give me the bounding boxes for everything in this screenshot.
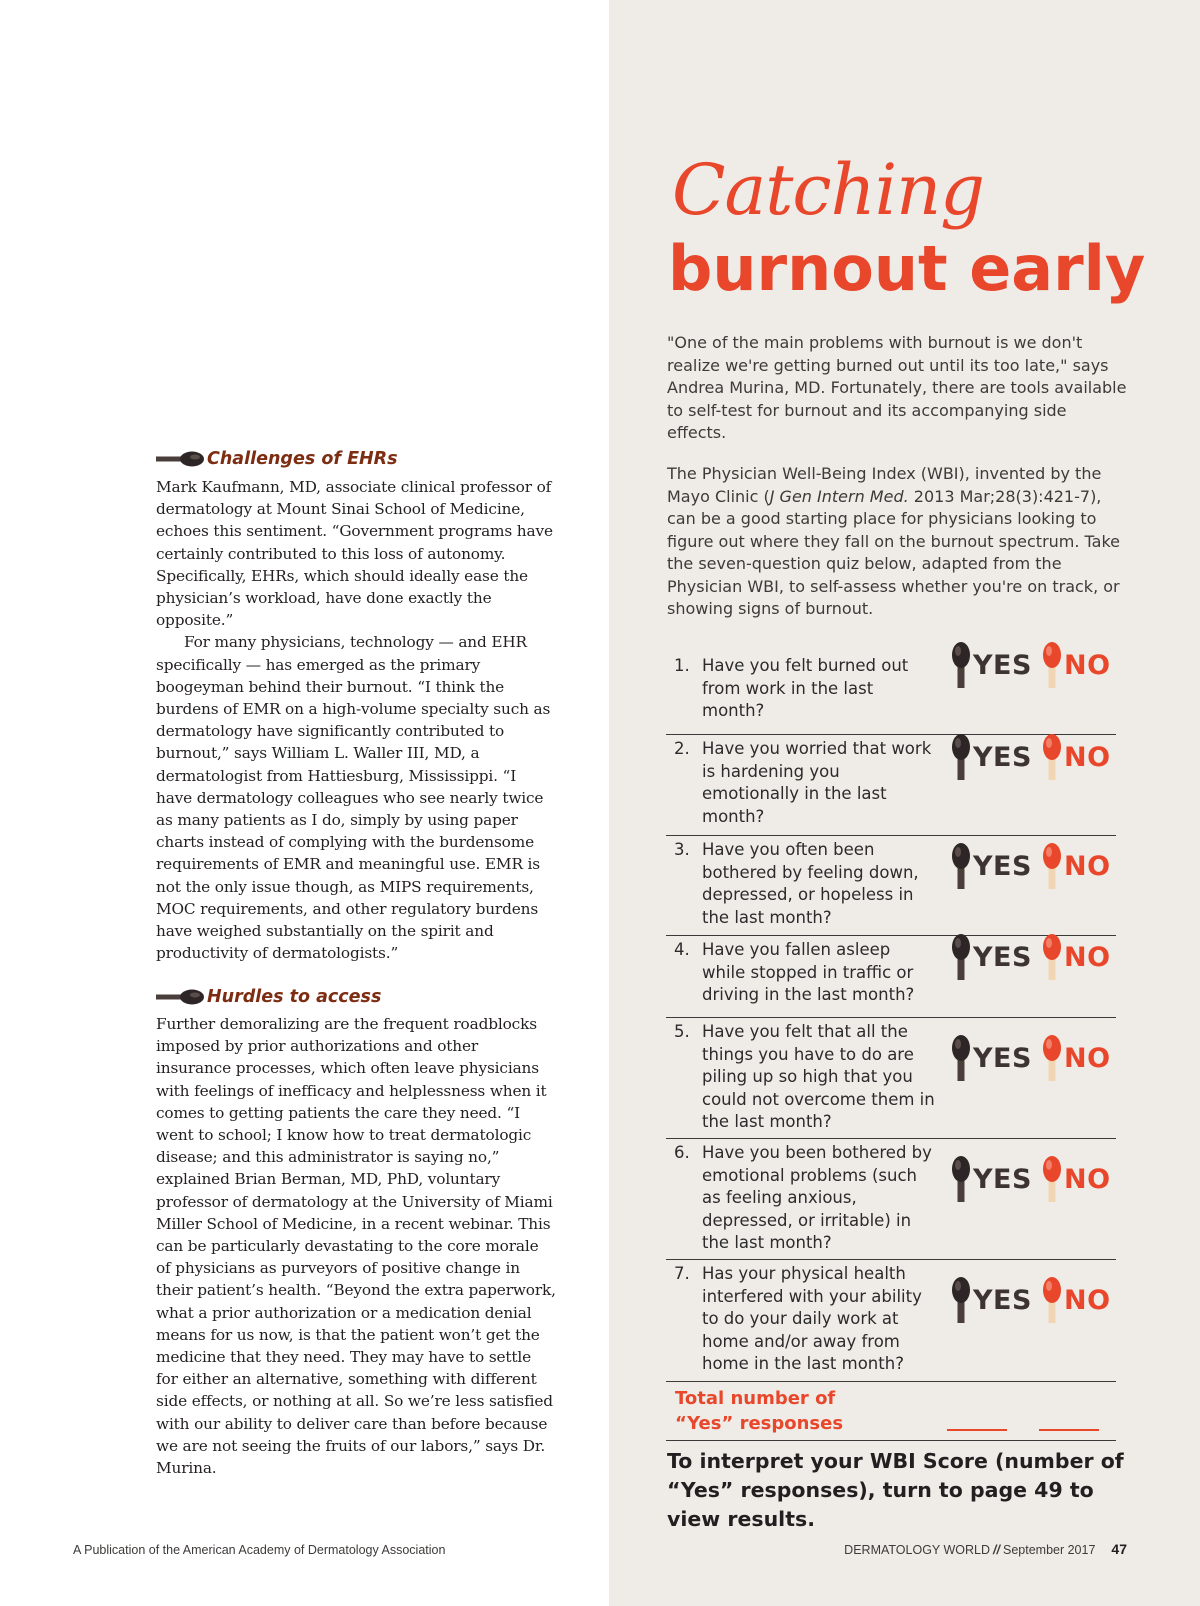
no-label: NO <box>1064 850 1111 882</box>
unlit-match-icon <box>1042 842 1062 890</box>
quiz-question-6 <box>666 1139 1116 1260</box>
hurdles-body <box>156 1013 556 1479</box>
page-number: 47 <box>1111 1541 1127 1557</box>
interpret-instructions: To interpret your WBI Score (number of “Yes” responses), turn to page 49 to view results. <box>667 1449 1124 1531</box>
yes-option[interactable] <box>951 1155 1032 1203</box>
question-number: 5. <box>674 1022 690 1041</box>
question-text: Have you worried that work is hardening you emotionally in the last month? <box>702 739 932 826</box>
yes-option[interactable] <box>951 842 1032 890</box>
quiz-question-5 <box>666 1018 1116 1139</box>
no-label: NO <box>1064 941 1111 973</box>
question-text: Have you felt that all the things you have to do are piling up so high that you could not overcome them in the last month? <box>702 1022 935 1131</box>
question-number: 3. <box>674 840 690 859</box>
quiz-question-3 <box>666 836 1116 936</box>
no-label: NO <box>1064 1284 1111 1316</box>
no-label: NO <box>1064 741 1111 773</box>
unlit-match-icon <box>1042 1034 1062 1082</box>
yes-option[interactable] <box>951 1276 1032 1324</box>
no-option[interactable] <box>1042 733 1111 781</box>
quiz-question-7 <box>666 1260 1116 1382</box>
footer-separator: // <box>993 1543 1000 1557</box>
footer-masthead <box>844 1541 1127 1557</box>
section-heading-hurdles <box>156 987 381 1007</box>
body-paragraph: For many physicians, technology — and EHR specifically — has emerged as the primary boogeyman behind their burnout. “I think the burdens of EMR on a high-volume specialty such as dermatology have significantly contributed to burnout,” says William L. Waller III, MD, a dermatologist from Hattiesburg, Mississippi. “I have dermatology colleagues who see nearly twice as many patients as I do, simply by using paper charts instead of complying with the burdensome requirements of EMR and meaningful use. EMR is not the only issue though, as MIPS requirements, MOC requirements, and other regulatory burdens have weighed substantially on the spirit and productivity of dermatologists.” <box>156 633 551 963</box>
section-heading-text: Challenges of EHRs <box>207 449 398 469</box>
quiz-question-4 <box>666 936 1116 1018</box>
title-burnout-early: burnout early <box>668 232 1146 305</box>
unlit-match-icon <box>1042 641 1062 689</box>
question-text: Have you felt burned out from work in the last month? <box>702 656 909 720</box>
burnt-match-icon <box>951 933 971 981</box>
total-label-line-2: “Yes” responses <box>675 1413 844 1434</box>
quiz-question-1 <box>666 649 1116 735</box>
no-label: NO <box>1064 1042 1111 1074</box>
yes-label: YES <box>973 1163 1032 1195</box>
no-total-blank[interactable] <box>1039 1429 1099 1431</box>
question-number: 7. <box>674 1264 690 1283</box>
question-number: 1. <box>674 656 690 675</box>
intro-paragraph-2 <box>667 463 1127 621</box>
burnt-match-icon <box>951 1155 971 1203</box>
burnt-match-icon <box>951 641 971 689</box>
burnout-quiz <box>666 649 1116 1441</box>
unlit-match-icon <box>1042 733 1062 781</box>
question-number: 2. <box>674 739 690 758</box>
no-option[interactable] <box>1042 1155 1111 1203</box>
no-label: NO <box>1064 1163 1111 1195</box>
total-label <box>675 1386 875 1436</box>
yes-label: YES <box>973 1284 1032 1316</box>
burnt-match-bullet-icon <box>156 989 204 1005</box>
yes-label: YES <box>973 941 1032 973</box>
footer-publisher: A Publication of the American Academy of Dermatology Association <box>73 1543 446 1557</box>
section-heading-challenges <box>156 449 398 469</box>
yes-option[interactable] <box>951 933 1032 981</box>
no-option[interactable] <box>1042 933 1111 981</box>
footer-date: September 2017 <box>1002 1543 1096 1557</box>
question-text: Have you fallen asleep while stopped in traffic or driving in the last month? <box>702 940 915 1004</box>
yes-option[interactable] <box>951 641 1032 689</box>
burnt-match-icon <box>951 1034 971 1082</box>
challenges-body <box>156 476 556 964</box>
question-text: Have you been bothered by emotional problems (such as feeling anxious, depressed, or irritable) in the last month? <box>702 1143 932 1252</box>
yes-total-blank[interactable] <box>947 1429 1007 1431</box>
no-option[interactable] <box>1042 1276 1111 1324</box>
no-option[interactable] <box>1042 842 1111 890</box>
intro-p2-before: The Physician Well-Being Index (WBI), invented by the Mayo Clinic ( <box>667 464 1102 506</box>
burnt-match-icon <box>951 733 971 781</box>
yes-label: YES <box>973 850 1032 882</box>
unlit-match-icon <box>1042 933 1062 981</box>
no-label: NO <box>1064 649 1111 681</box>
yes-label: YES <box>973 649 1032 681</box>
question-number: 4. <box>674 940 690 959</box>
no-option[interactable] <box>1042 1034 1111 1082</box>
title-catching: Catching <box>672 149 984 231</box>
journal-citation: J Gen Intern Med. <box>769 486 909 506</box>
question-number: 6. <box>674 1143 690 1162</box>
unlit-match-icon <box>1042 1276 1062 1324</box>
body-paragraph: Mark Kaufmann, MD, associate clinical professor of dermatology at Mount Sinai School of Medicine, echoes this sentiment. “Government programs have certainly contributed to this loss of autonomy. Specifically, EHRs, which should ideally ease the physician’s workload, have done exactly the opposite.” <box>156 478 553 630</box>
yes-option[interactable] <box>951 1034 1032 1082</box>
total-yes-row <box>666 1382 1116 1441</box>
yes-label: YES <box>973 1042 1032 1074</box>
question-text: Has your physical health interfered with your ability to do your daily work at home and/or away from home in the last month? <box>702 1264 922 1373</box>
yes-label: YES <box>973 741 1032 773</box>
intro-paragraph-1: "One of the main problems with burnout is we don't realize we're getting burned out until its too late," says Andrea Murina, MD. Fortunately, there are tools available to self-test for burnout and its accompanying side effects. <box>667 333 1127 442</box>
yes-option[interactable] <box>951 733 1032 781</box>
question-text: Have you often been bothered by feeling down, depressed, or hopeless in the last month? <box>702 840 919 927</box>
section-heading-text: Hurdles to access <box>207 987 382 1007</box>
burnt-match-icon <box>951 1276 971 1324</box>
burnt-match-icon <box>951 842 971 890</box>
footer-publication: DERMATOLOGY WORLD <box>844 1543 991 1557</box>
intro-p2-after: 2013 Mar;28(3):421-7), can be a good starting place for physicians looking to figure out where they fall on the burnout spectrum. Take the seven-question quiz below, adapted from the Physician WBI, to self-assess whether you're on track, or showing signs of burnout. <box>667 486 1121 618</box>
no-option[interactable] <box>1042 641 1111 689</box>
burnt-match-bullet-icon <box>156 451 204 467</box>
quiz-question-2 <box>666 735 1116 836</box>
body-paragraph: Further demoralizing are the frequent roadblocks imposed by prior authorizations and other insurance processes, which often leave physicians with feelings of inefficacy and helplessness when it comes to getting patients the care they need. “I went to school; I know how to treat dermatologic disease; and this administrator is saying no,” explained Brian Berman, MD, PhD, voluntary professor of dermatology at the University of Miami Miller School of Medicine, in a recent webinar. This can be particularly devastating to the core morale of physicians as purveyors of positive change in their patient’s health. “Beyond the extra paperwork, what a prior authorization or a medication denial means for us now, is that the patient won’t get the medicine that they need. They may have to settle for either an alternative, something with different side effects, or nothing at all. So we’re less satisfied with our ability to deliver care than before because we are not seeing the fruits of our labors,” says Dr. Murina. <box>156 1015 556 1478</box>
unlit-match-icon <box>1042 1155 1062 1203</box>
total-label-line-1: Total number of <box>675 1388 836 1409</box>
